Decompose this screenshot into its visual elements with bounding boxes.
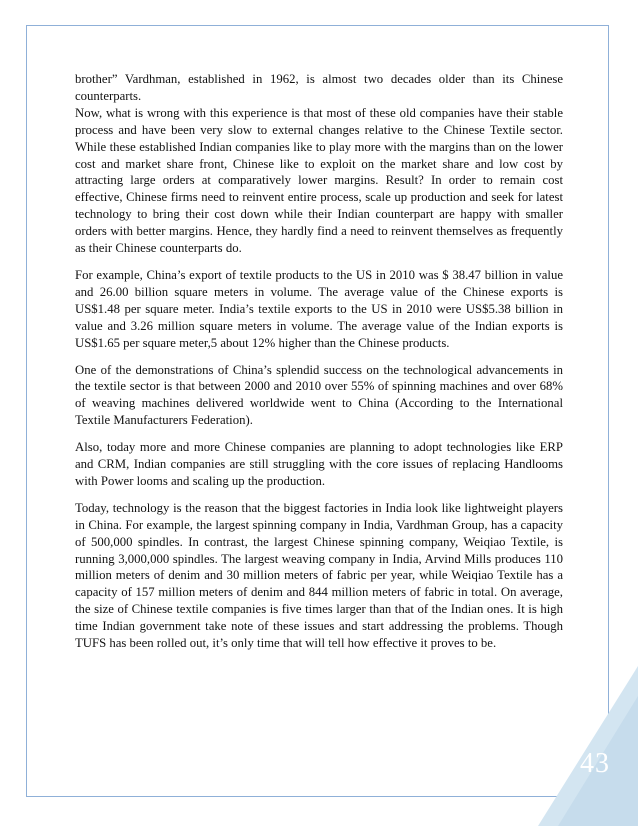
paragraph: For example, China’s export of textile products to the US in 2010 was $ 38.47 billion in value and 26.00 billion square meters in volume. The average value of the Chinese exports is US$1.48 per square meter. India’s textile exports to the US in 2010 were US$5.38 billion in value and 3.26 million square meters in volume. The average value of the Indian exports is US$1.65 per square meter,5 about 12% higher than the Chinese products. [75, 267, 563, 350]
paragraph: Now, what is wrong with this experience is that most of these old companies have their stable process and have been very slow to external changes relative to the Chinese Textile sector. While these established Indian companies like to play more with the margins than on the lower cost and market share front, Chinese like to exploit on the market share and low cost by attracting large orders at comparatively lower margins. Result? In order to remain cost effective, Chinese firms need to reinvent entire process, scale up production and seek for latest technology to bring their cost down while their Indian counterpart are happy with smaller orders with better margins. Hence, they hardly find a need to reinvent themselves as frequently as their Chinese counterparts do. [75, 105, 563, 256]
corner-triangle-graphic [538, 666, 638, 826]
corner-decoration [538, 666, 638, 826]
paragraph: brother” Vardhman, established in 1962, is almost two decades older than its Chinese counterparts. [75, 72, 563, 103]
paragraph: Also, today more and more Chinese companies are planning to adopt technologies like ERP and CRM, Indian companies are still struggling with the core issues of replacing Handlooms with Power looms and scaling up the production. [75, 440, 563, 488]
page-number: 43 [580, 748, 610, 779]
body-text [75, 71, 563, 662]
paragraph: Today, technology is the reason that the biggest factories in India look like lightweight players in China. For example, the largest spinning company in India, Vardhman Group, has a capacity of 500,000 spindles. In contrast, the largest Chinese spinning company, Weiqiao Textile, is running 3,000,000 spindles. The largest weaving company in India, Arvind Mills produces 110 million meters of denim and 30 million meters of fabric per year, while Weiqiao Textile has a capacity of 157 million meters of denim and 844 million meters of fabric in total. On average, the size of Chinese textile companies is five times larger than that of the Indian ones. It is high time Indian government take note of these issues and start addressing the problems. Though TUFS has been rolled out, it’s only time that will tell how effective it proves to be. [75, 500, 563, 651]
paragraph: One of the demonstrations of China’s splendid success on the technological advancements in the textile sector is that between 2000 and 2010 over 55% of spinning machines and over 68% of weaving machines delivered worldwide went to China (According to the International Textile Manufacturers Federation). [75, 362, 563, 428]
